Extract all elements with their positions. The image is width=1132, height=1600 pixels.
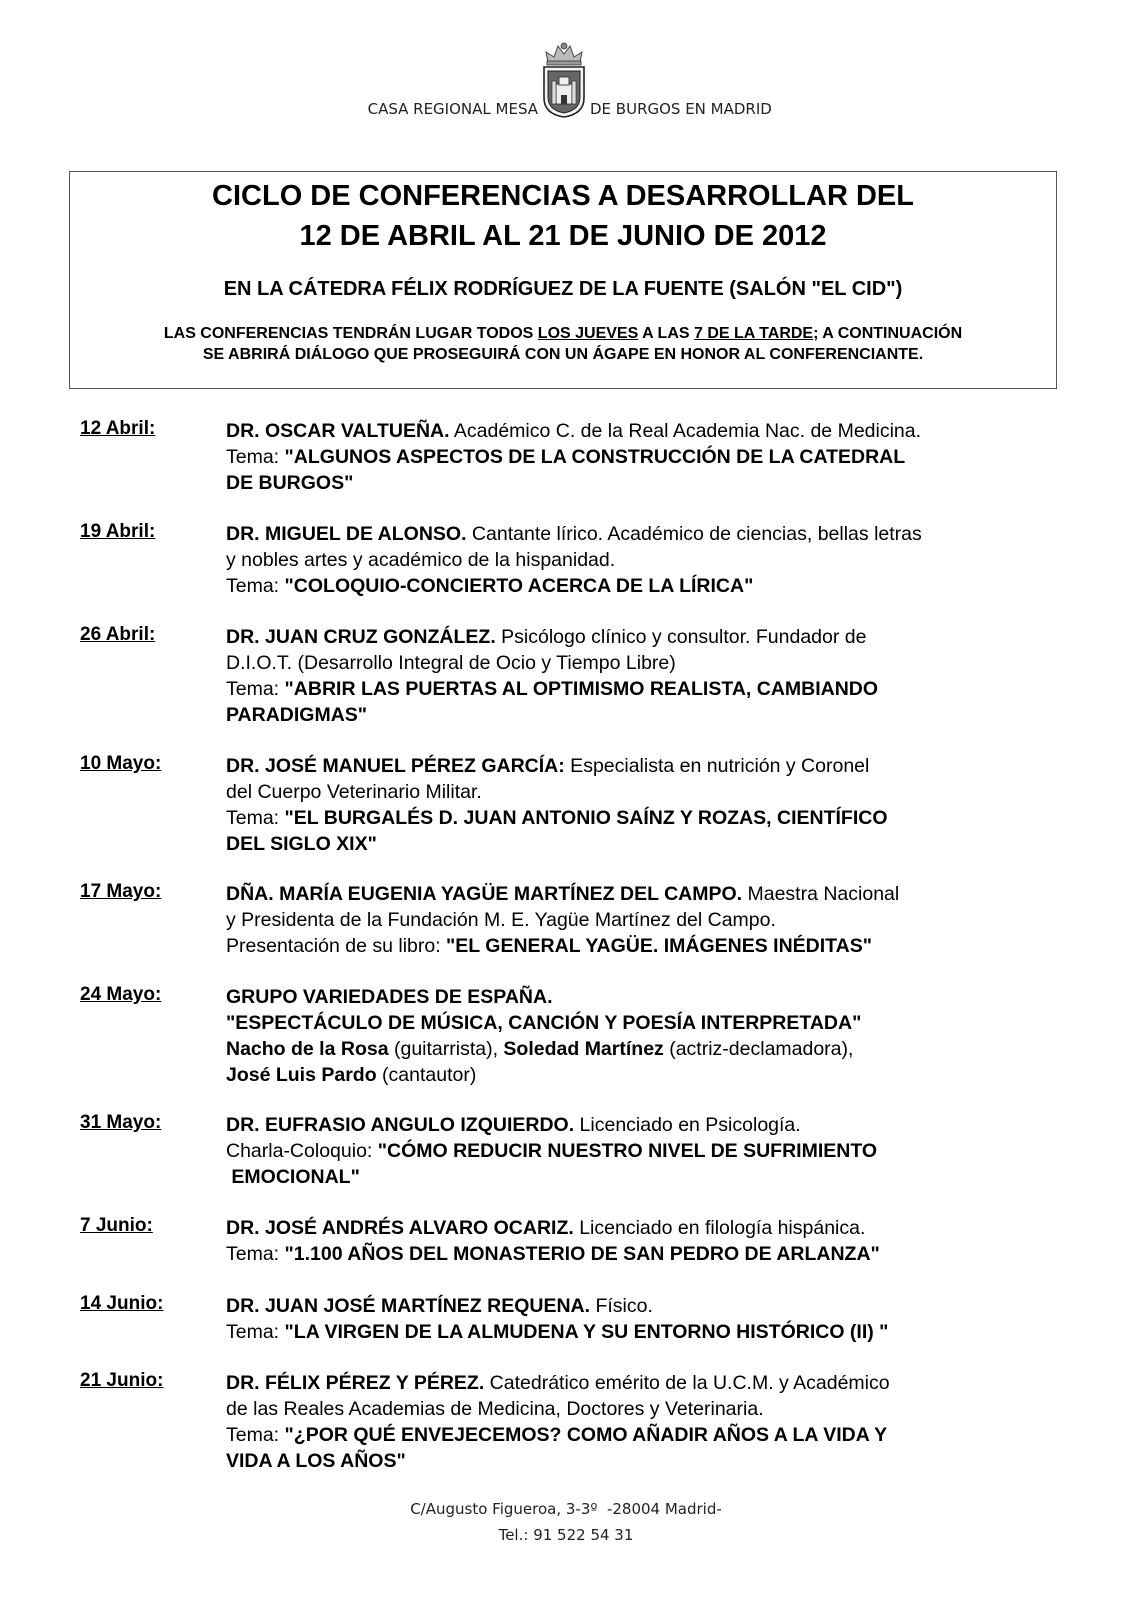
event-tema-label: Tema: (226, 678, 285, 700)
event-date: 21 Junio: (80, 1370, 164, 1391)
event-desc-cont: y Presidenta de la Fundación M. E. Yagüe Martínez del Campo. (226, 909, 776, 931)
event-desc: Licenciado en Psicología. (574, 1114, 801, 1136)
event-tema-cont: PARADIGMAS" (226, 704, 368, 726)
event-tema: "1.100 AÑOS DEL MONASTERIO DE SAN PEDRO DE ARLANZA" (284, 1243, 880, 1265)
event-body (226, 1293, 1066, 1345)
event-speaker: DR. JUAN JOSÉ MARTÍNEZ REQUENA. (226, 1295, 591, 1317)
performer-name: Soledad Martínez (503, 1038, 664, 1060)
title-box (69, 171, 1057, 389)
event-date: 10 Mayo: (80, 753, 162, 774)
event-tema: "EL BURGALÉS D. JUAN ANTONIO SAÍNZ Y ROZAS, CIENTÍFICO (284, 807, 888, 829)
event-speaker: DR. OSCAR VALTUEÑA. (226, 420, 450, 442)
notice-text: ; A CONTINUACIÓN (813, 325, 963, 342)
event-speaker: DR. JOSÉ ANDRÉS ALVARO OCARIZ. (226, 1217, 574, 1239)
event-body (226, 1112, 1066, 1190)
event-desc: Maestra Nacional (742, 883, 900, 905)
performer-role: (actriz-declamadora), (663, 1038, 854, 1060)
event-tema-label: Charla-Coloquio: (226, 1140, 378, 1162)
footer-phone: Tel.: 91 522 54 31 (498, 1526, 634, 1544)
event-desc-cont: D.I.O.T. (Desarrollo Integral de Ocio y Tiempo Libre) (226, 652, 676, 674)
event-body (226, 1370, 1066, 1474)
venue-subtitle: EN LA CÁTEDRA FÉLIX RODRÍGUEZ DE LA FUENTE (SALÓN "EL CID") (223, 278, 903, 300)
event-desc: Especialista en nutrición y Coronel (564, 755, 870, 777)
event-tema: "LA VIRGEN DE LA ALMUDENA Y SU ENTORNO HISTÓRICO (II) " (284, 1321, 889, 1343)
event-tema: "COLOQUIO-CONCIERTO ACERCA DE LA LÍRICA" (284, 575, 754, 597)
event-tema: "ABRIR LAS PUERTAS AL OPTIMISMO REALISTA, CAMBIANDO (284, 678, 879, 700)
notice-day: LOS JUEVES (537, 325, 639, 342)
event-tema-label: Tema: (226, 807, 285, 829)
event-tema-cont: DEL SIGLO XIX" (226, 833, 377, 855)
event-body (226, 984, 1066, 1088)
event-desc-cont: y nobles artes y académico de la hispanidad. (226, 549, 616, 571)
performer-role: (cantautor) (376, 1064, 477, 1086)
notice-line-2: SE ABRIRÁ DIÁLOGO QUE PROSEGUIRÁ CON UN ÁGAPE EN HONOR AL CONFERENCIANTE. (202, 346, 924, 363)
event-speaker: DR. EUFRASIO ANGULO IZQUIERDO. (226, 1114, 575, 1136)
title-line-1: CICLO DE CONFERENCIAS A DESARROLLAR DEL (212, 180, 914, 212)
org-name-right: DE BURGOS EN MADRID (590, 100, 772, 118)
event-date: 12 Abril: (80, 418, 156, 439)
event-tema-label: Tema: (226, 1321, 285, 1343)
event-date: 31 Mayo: (80, 1112, 162, 1133)
org-name-left: CASA REGIONAL MESA (367, 100, 538, 118)
event-speaker: DR. JOSÉ MANUEL PÉREZ GARCÍA: (226, 755, 565, 777)
event-date: 7 Junio: (80, 1215, 153, 1236)
event-speaker: DR. MIGUEL DE ALONSO. (226, 523, 467, 545)
event-tema: "ALGUNOS ASPECTOS DE LA CONSTRUCCIÓN DE LA CATEDRAL (284, 446, 906, 468)
event-desc: Licenciado en filología hispánica. (573, 1217, 866, 1239)
event-body (226, 753, 1066, 857)
event-tema-label: Tema: (226, 1424, 285, 1446)
event-desc-cont: de las Reales Academias de Medicina, Doctores y Veterinaria. (226, 1398, 764, 1420)
notice-time: 7 DE LA TARDE (693, 325, 814, 342)
event-desc: Académico C. de la Real Academia Nac. de Medicina. (449, 420, 922, 442)
event-tema-label: Tema: (226, 575, 285, 597)
schedule-notice (70, 323, 1056, 365)
notice-line-1 (70, 323, 1056, 344)
event-date: 19 Abril: (80, 521, 156, 542)
event-body (226, 1215, 1066, 1267)
performer-name: Nacho de la Rosa (226, 1038, 389, 1060)
event-tema-cont: VIDA A LOS AÑOS" (226, 1450, 406, 1472)
event-speaker: DR. JUAN CRUZ GONZÁLEZ. (226, 626, 496, 648)
event-date: 14 Junio: (80, 1293, 164, 1314)
event-tema: "¿POR QUÉ ENVEJECEMOS? COMO AÑADIR AÑOS A LA VIDA Y (284, 1424, 888, 1446)
event-body (226, 881, 1066, 959)
event-tema-label: Tema: (226, 1243, 285, 1265)
event-tema: "EL GENERAL YAGÜE. IMÁGENES INÉDITAS" (446, 935, 872, 957)
event-desc-cont: del Cuerpo Veterinario Militar. (226, 781, 482, 803)
event-desc: Psicólogo clínico y consultor. Fundador de (495, 626, 867, 648)
event-body (226, 418, 1066, 496)
performer-role: (guitarrista), (388, 1038, 504, 1060)
event-tema: "CÓMO REDUCIR NUESTRO NIVEL DE SUFRIMIENTO (377, 1140, 878, 1162)
event-tema-cont: EMOCIONAL" (226, 1166, 360, 1188)
letterhead (0, 36, 1132, 126)
event-show-title: "ESPECTÁCULO DE MÚSICA, CANCIÓN Y POESÍA INTERPRETADA" (226, 1012, 862, 1034)
event-desc: Cantante lírico. Académico de ciencias, bellas letras (466, 523, 922, 545)
event-speaker: DR. FÉLIX PÉREZ Y PÉREZ. (226, 1372, 485, 1394)
event-speaker: DÑA. MARÍA EUGENIA YAGÜE MARTÍNEZ DEL CAMPO. (226, 883, 743, 905)
event-body (226, 624, 1066, 728)
title-line-2: 12 DE ABRIL AL 21 DE JUNIO DE 2012 (299, 220, 827, 252)
event-desc: Catedrático emérito de la U.C.M. y Académico (484, 1372, 890, 1394)
event-date: 24 Mayo: (80, 984, 162, 1005)
footer (0, 1496, 1132, 1548)
notice-text: A LAS (638, 325, 694, 342)
event-desc: Físico. (590, 1295, 653, 1317)
event-date: 26 Abril: (80, 624, 156, 645)
event-tema-cont: DE BURGOS" (226, 472, 354, 494)
event-body (226, 521, 1066, 599)
footer-address: C/Augusto Figueroa, 3-3º -28004 Madrid- (410, 1500, 722, 1518)
event-tema-label: Tema: (226, 446, 285, 468)
notice-text: LAS CONFERENCIAS TENDRÁN LUGAR TODOS (163, 325, 538, 342)
performer-name: José Luis Pardo (226, 1064, 377, 1086)
event-date: 17 Mayo: (80, 881, 162, 902)
coat-of-arms-icon (538, 40, 590, 118)
event-speaker: GRUPO VARIEDADES DE ESPAÑA. (226, 986, 553, 1008)
event-tema-label: Presentación de su libro: (226, 935, 447, 957)
